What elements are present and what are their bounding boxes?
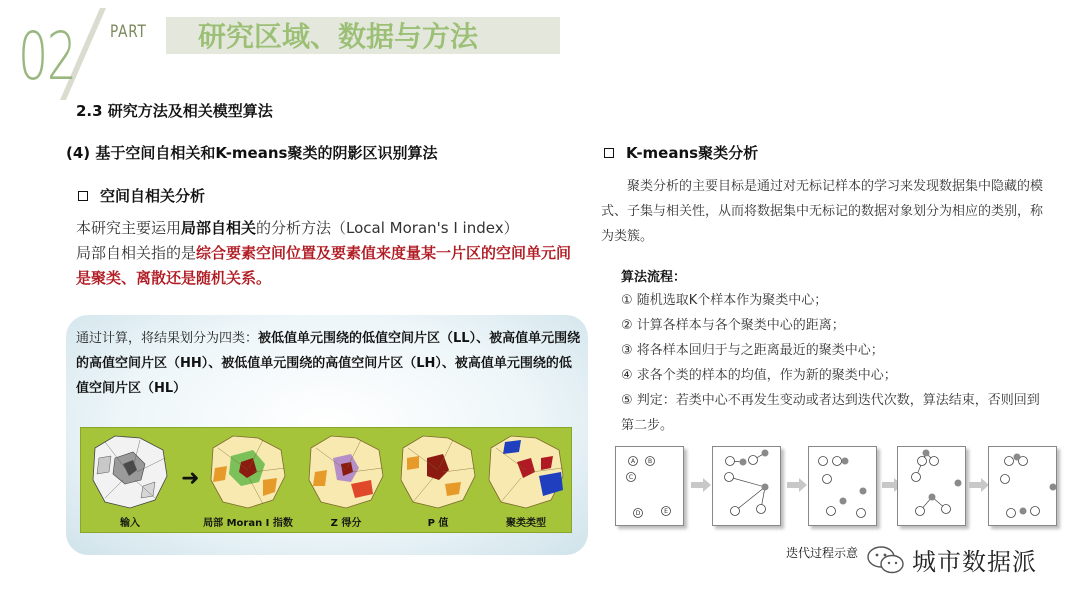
para1-text: 本研究主要运用 — [76, 219, 182, 237]
para2-text: 局部自相关指的是 — [76, 244, 197, 262]
iteration-step-5 — [988, 446, 1057, 526]
point-b-label: B — [647, 458, 653, 465]
point-a-label: A — [630, 458, 636, 465]
map-zscore — [301, 428, 391, 534]
map-input-image — [85, 428, 175, 514]
algorithm-steps — [621, 288, 1051, 438]
algorithm-step: ⑤ 判定：若类中心不再发生变动或者达到迭代次数，算法结束，否则回到第二步。 — [621, 393, 1040, 433]
map-pvalue-image — [393, 428, 483, 514]
map-moran-label: 局部 Moran I 指数 — [203, 518, 293, 529]
arrow-right-icon — [787, 478, 807, 492]
kmeans-heading — [604, 142, 758, 163]
classification-text — [76, 326, 584, 401]
iteration-step-4 — [897, 446, 966, 526]
algorithm-step: ② 计算各样本与各个聚类中心的距离； — [621, 318, 845, 333]
method-title: (4) 基于空间自相关和K-means聚类的阴影区识别算法 — [66, 144, 438, 162]
part-label: PART — [110, 22, 147, 42]
algorithm-step: ④ 求各个类的样本的均值，作为新的聚类中心； — [621, 368, 897, 383]
map-pvalue — [393, 428, 483, 534]
para2-highlight: 综合要素空间位置及要素值来度量某一片区的空间单元间是聚类、离散还是随机关系。 — [76, 244, 572, 287]
map-moran-image — [203, 428, 293, 514]
page-title: 研究区域、数据与方法 — [198, 20, 479, 53]
map-cluster-label: 聚类类型 — [506, 518, 546, 529]
panel-categories: 被低值单元围绕的低值空间片区（LL）、被高值单元围绕的高值空间片区（HH）、被低值单元围绕的高值空间片区（LH）、被高值单元围绕的低值空间片区（HL） — [76, 331, 581, 396]
arrow-right-icon — [691, 478, 711, 492]
point-d-label: D — [635, 510, 641, 517]
map-input-label: 输入 — [120, 518, 140, 529]
map-moran — [203, 428, 293, 534]
section-subtitle: 2.3 研究方法及相关模型算法 — [76, 102, 273, 120]
map-zscore-image — [301, 428, 391, 514]
map-cluster — [481, 428, 571, 534]
spatial-autocorrelation-title: 空间自相关分析 — [100, 187, 206, 205]
part-number: 02 — [18, 18, 76, 95]
spatial-autocorrelation-heading — [78, 185, 205, 206]
para1-bold: 局部自相关 — [181, 219, 257, 237]
map-strip — [80, 427, 572, 533]
map-zscore-label: Z 得分 — [330, 518, 362, 529]
panel-intro: 通过计算，将结果划分为四类： — [76, 331, 259, 346]
para1-tail: 的分析方法（Local Moran's I index） — [256, 219, 519, 237]
iteration-step-2 — [712, 446, 781, 526]
algorithm-step: ① 随机选取K个样本作为聚类中心； — [621, 293, 828, 308]
map-cluster-image — [481, 428, 571, 514]
map-input — [85, 428, 175, 534]
map-pvalue-label: P 值 — [427, 518, 449, 529]
watermark: 城市数据派 — [912, 548, 1037, 576]
arrow-right-icon: ➜ — [181, 466, 200, 491]
iteration-step-1 — [615, 446, 684, 526]
iteration-step-3 — [808, 446, 877, 526]
kmeans-title: K-means聚类分析 — [626, 144, 759, 162]
square-bullet-icon — [604, 148, 614, 158]
algorithm-step: ③ 将各样本回归于与之距离最近的聚类中心； — [621, 343, 884, 358]
point-e-label: E — [664, 508, 668, 515]
wechat-icon — [865, 543, 909, 577]
point-c-label: C — [628, 474, 634, 481]
kmeans-description: 聚类分析的主要目标是通过对无标记样本的学习来发现数据集中隐藏的模式、子集与相关性，从而将数据集中无标记的数据对象划分为相应的类别，称为类簇。 — [601, 179, 1044, 244]
arrow-right-icon — [969, 478, 989, 492]
iteration-caption: 迭代过程示意 — [786, 546, 859, 560]
autocorrelation-description — [76, 216, 586, 291]
square-bullet-icon — [78, 191, 88, 201]
algorithm-title: 算法流程： — [621, 270, 687, 285]
